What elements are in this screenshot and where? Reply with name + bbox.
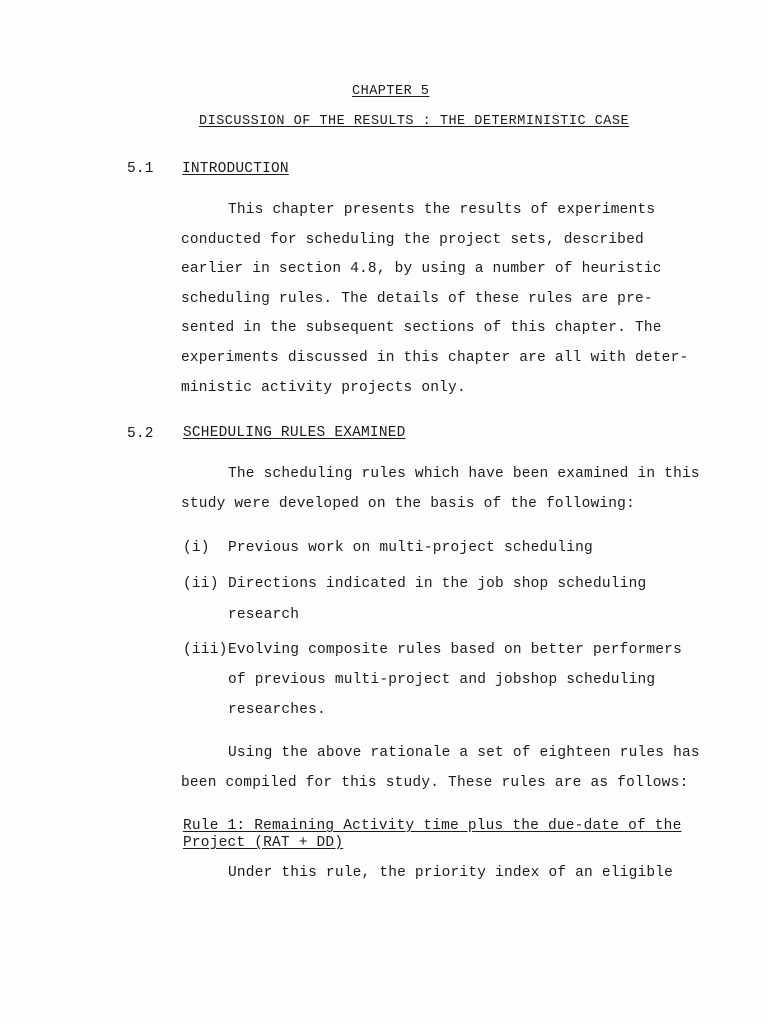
- list-item-1-marker: (i): [183, 540, 210, 556]
- rules-intro-line-1: The scheduling rules which have been examined in this: [228, 466, 700, 482]
- intro-line-2: conducted for scheduling the project sets, described: [181, 232, 644, 248]
- rationale-line-2: been compiled for this study. These rules are as follows:: [181, 775, 689, 791]
- rules-intro-line-2: study were developed on the basis of the following:: [181, 496, 635, 512]
- section-heading-introduction: INTRODUCTION: [182, 161, 289, 177]
- intro-line-1: This chapter presents the results of experiments: [228, 202, 656, 218]
- list-item-3-line-1: Evolving composite rules based on better performers: [228, 642, 682, 658]
- list-item-1-line-1: Previous work on multi-project scheduling: [228, 540, 593, 556]
- intro-line-6: experiments discussed in this chapter are all with deter-: [181, 350, 689, 366]
- rationale-line-1: Using the above rationale a set of eighteen rules has: [228, 745, 700, 761]
- list-item-3-marker: (iii): [183, 642, 228, 658]
- list-item-3-line-3: researches.: [228, 702, 326, 718]
- rule-1-heading-line-2: Project (RAT + DD): [183, 835, 344, 851]
- intro-line-7: ministic activity projects only.: [181, 380, 466, 396]
- rule-1-body-line-1: Under this rule, the priority index of an eligible: [228, 865, 674, 881]
- intro-line-5: sented in the subsequent sections of this chapter. The: [181, 320, 662, 336]
- list-item-2-line-2: research: [228, 607, 300, 623]
- intro-line-4: scheduling rules. The details of these rules are pre-: [181, 291, 653, 307]
- chapter-title: DISCUSSION OF THE RESULTS : THE DETERMINISTIC CASE: [199, 114, 630, 129]
- list-item-2-marker: (ii): [183, 576, 219, 592]
- intro-line-3: earlier in section 4.8, by using a number of heuristic: [181, 261, 662, 277]
- chapter-number: CHAPTER 5: [352, 84, 430, 99]
- list-item-3-line-2: of previous multi-project and jobshop scheduling: [228, 672, 656, 688]
- list-item-2-line-1: Directions indicated in the job shop scheduling: [228, 576, 647, 592]
- section-number-5-2: 5.2: [127, 426, 154, 442]
- section-number-5-1: 5.1: [127, 161, 154, 177]
- section-heading-scheduling-rules: SCHEDULING RULES EXAMINED: [183, 425, 406, 441]
- rule-1-heading-line-1: Rule 1: Remaining Activity time plus the due-date of the: [183, 818, 682, 834]
